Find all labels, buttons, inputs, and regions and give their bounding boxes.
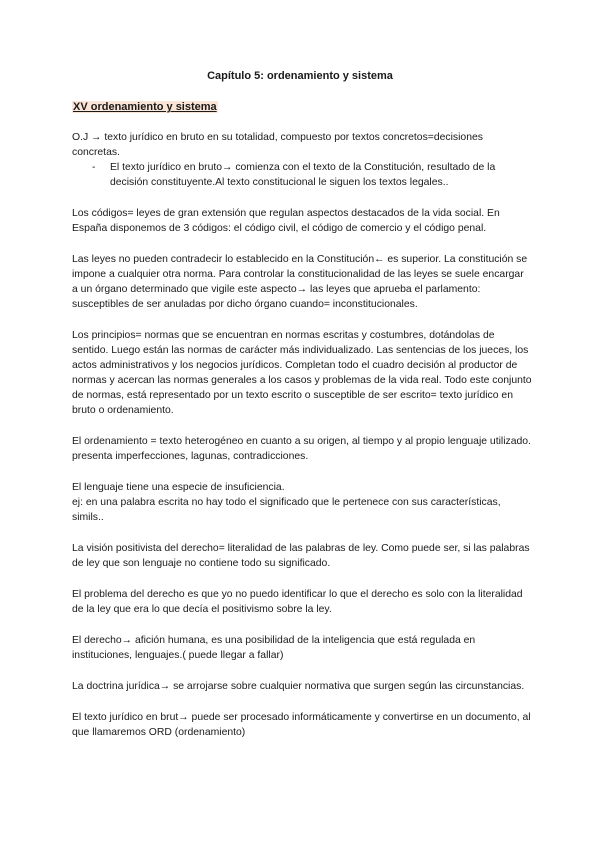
paragraph-ejemplo: ej: en una palabra escrita no hay todo el significado que le pertenece con sus características, simils..	[72, 497, 501, 523]
document-body	[72, 130, 532, 756]
bullet-text: El texto jurídico en bruto→ comienza con el texto de la Constitución, resultado de la decisión constituyente.Al texto constitucional le siguen los textos legales..	[110, 162, 496, 188]
paragraph-principios: Los principios= normas que se encuentran en normas escritas y costumbres, dotándolas de sentido. Luego están las normas de carácter más individualizado. Las sentencias de los jueces, los actos administrativos y los negocios jurídicos. Completan todo el cuadro decisión al productor de normas y acercan las normas generales a los casos y problemas de la vida real. Todo este conjunto de normas, está representado por un texto escrito o susceptible de ser escrito= texto jurídico en bruto o ordenamiento.	[72, 330, 532, 416]
paragraph-derecho: El derecho→ afición humana, es una posibilidad de la inteligencia que está regulada en instituciones, lenguajes.( puede llegar a fallar)	[72, 635, 476, 661]
paragraph-codigos: Los códigos= leyes de gran extensión que regulan aspectos destacados de la vida social. En España disponemos de 3 códigos: el código civil, el código de comercio y el código penal.	[72, 208, 500, 234]
paragraph-leyes: Las leyes no pueden contradecir lo establecido en la Constitución← es superior. La constitución se impone a cualquier otra norma. Para controlar la constitucionalidad de las leyes se suele encargar a un órgano determinado que vigile este aspecto→ las leyes que aprueba el parlamento: susceptibles de ser anuladas por dicho órgano cuando= inconstitucionales.	[72, 254, 528, 310]
paragraph-lenguaje: El lenguaje tiene una especie de insuficiencia.	[72, 482, 285, 493]
paragraph-doctrina: La doctrina jurídica→ se arrojarse sobre cualquier normativa que surgen según las circunstancias.	[72, 681, 525, 692]
paragraph-oj: O.J → texto jurídico en bruto en su totalidad, compuesto por textos concretos=decisiones concretas.	[72, 132, 483, 158]
chapter-title: Capítulo 5: ordenamiento y sistema	[207, 70, 393, 82]
paragraph-texto-bruto: El texto jurídico en brut→ puede ser procesado informáticamente y convertirse en un documento, al que llamaremos ORD (ordenamiento)	[72, 712, 531, 738]
paragraph-problema: El problema del derecho es que yo no puedo identificar lo que el derecho es solo con la literalidad de la ley que era lo que decía el positivismo sobre la ley.	[72, 589, 523, 615]
section-heading: XV ordenamiento y sistema	[73, 101, 217, 113]
paragraph-ordenamiento: El ordenamiento = texto heterogéneo en cuanto a su origen, al tiempo y al propio lenguaje utilizado. presenta imperfecciones, lagunas, contradicciones.	[72, 436, 531, 462]
paragraph-positivista: La visión positivista del derecho= literalidad de las palabras de ley. Como puede ser, si las palabras de ley que son lenguaje no contiene todo su significado.	[72, 543, 530, 569]
bullet-item	[72, 160, 532, 190]
bullet-dash: -	[92, 162, 96, 173]
